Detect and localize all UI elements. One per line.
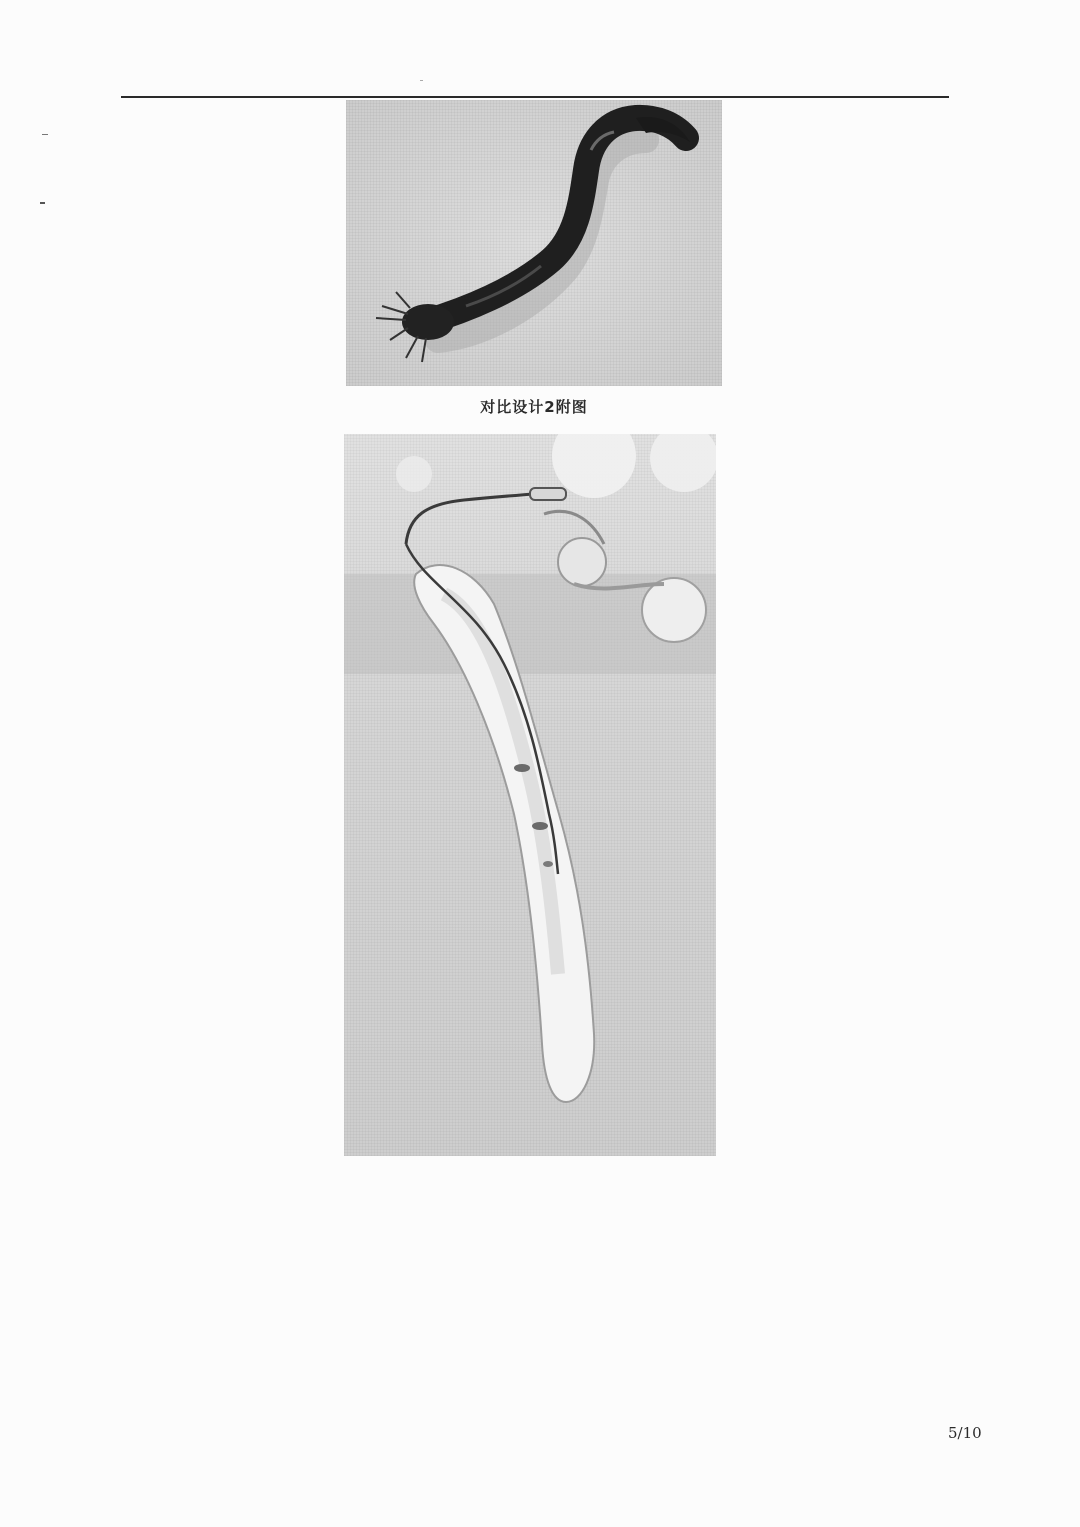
figure-caption: 对比设计2附图 bbox=[480, 398, 588, 416]
header-rule bbox=[121, 96, 949, 98]
scan-speck bbox=[420, 80, 423, 81]
translucent-eel-icon bbox=[344, 434, 716, 1156]
scan-speck bbox=[40, 202, 45, 204]
page-number: 5/10 bbox=[948, 1424, 982, 1442]
scan-speck bbox=[42, 134, 48, 135]
dark-eel-icon bbox=[346, 100, 722, 386]
figure-top-photo bbox=[346, 100, 722, 386]
figure-bottom-photo bbox=[344, 434, 716, 1156]
